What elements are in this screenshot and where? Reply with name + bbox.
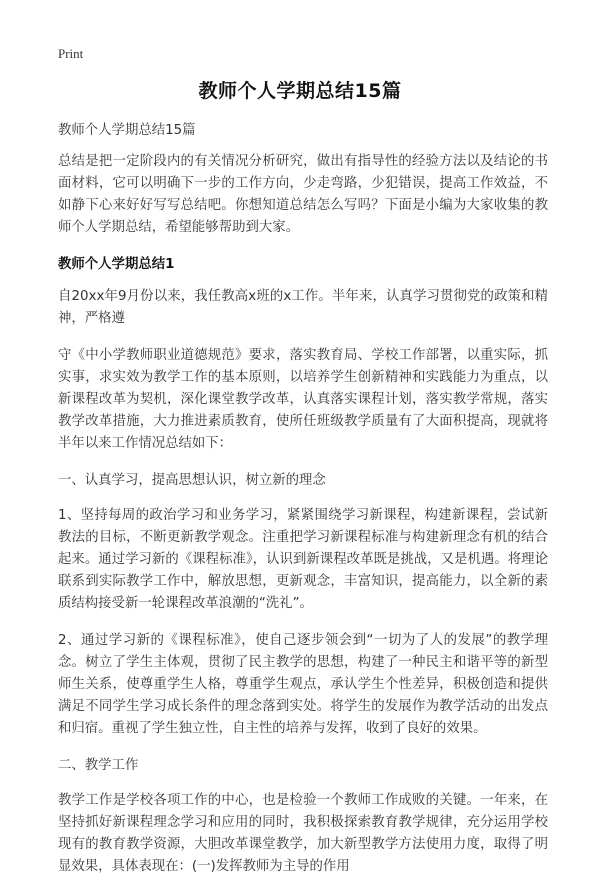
paragraph-1: 自20xx年9月份以来，我任教高x班的x工作。半年来，认真学习贯彻党的政策和精神，严格遵 <box>58 289 548 326</box>
paragraph-2: 守《中小学教师职业道德规范》要求，落实教育局、学校工作部署，以重实际，抓实事，求实效为教学工作的基本原则，以培养学生创新精神和实践能力为重点，以新课程改革为契机，深化课堂教学改革，认真落实课程计划，落实教学常规，落实教学改革措施，大力推进素质教育，使所任班级教学质量有了大面积提高，现就将半年以来工作情况总结如下： <box>58 348 548 451</box>
page-title: 教师个人学期总结15篇 <box>198 80 402 102</box>
paragraph-5: 教学工作是学校各项工作的中心，也是检验一个教师工作成败的关键。一年来，在坚持抓好新课程理念学习和应用的同时，我积极探索教育教学规律，充分运用学校现有的教育教学资源，大胆改革课堂教学，加大新型教学方法使用力度，取得了明显效果，具体表现在：(一)发挥教师为主导的作用 <box>58 793 548 874</box>
article-subtitle: 教师个人学期总结15篇 <box>58 123 196 138</box>
paragraph-4: 2、通过学习新的《课程标准》，使自己逐步领会到“一切为了人的发展”的教学理念。树立了学生主体观，贯彻了民主教学的思想，构建了一种民主和谐平等的新型师生关系，使尊重学生人格，尊重学生观点，承认学生个性差异，积极创造和提供满足不同学生学习成长条件的理念落到实处。将学生的发展作为教学活动的出发点和归宿。重视了学生独立性，自主性的培养与发挥，收到了良好的效果。 <box>58 633 548 736</box>
intro-paragraph: 总结是把一定阶段内的有关情况分析研究，做出有指导性的经验方法以及结论的书面材料，它可以明确下一步的工作方向，少走弯路，少犯错误，提高工作效益，不如静下心来好好写写总结吧。你想知道总结怎么写吗？下面是小编为大家收集的教师个人学期总结，希望能够帮助到大家。 <box>58 154 548 235</box>
subheading-teaching: 二、教学工作 <box>58 758 139 773</box>
print-link[interactable]: Print <box>58 46 84 61</box>
paragraph-3: 1、坚持每周的政治学习和业务学习，紧紧围绕学习新课程，构建新课程，尝试新教法的目标，不断更新教学观念。注重把学习新课程标准与构建新理念有机的结合起来。通过学习新的《课程标准》，认识到新课程改革既是挑战，又是机遇。将理论联系到实际教学工作中，解放思想，更新观念，丰富知识，提高能力，以全新的素质结构接受新一轮课程改革浪潮的“洗礼”。 <box>58 508 548 611</box>
subheading-study: 一、认真学习，提高思想认识，树立新的理念 <box>58 473 326 488</box>
article-body <box>58 120 548 893</box>
section-heading-1: 教师个人学期总结1 <box>58 257 175 272</box>
